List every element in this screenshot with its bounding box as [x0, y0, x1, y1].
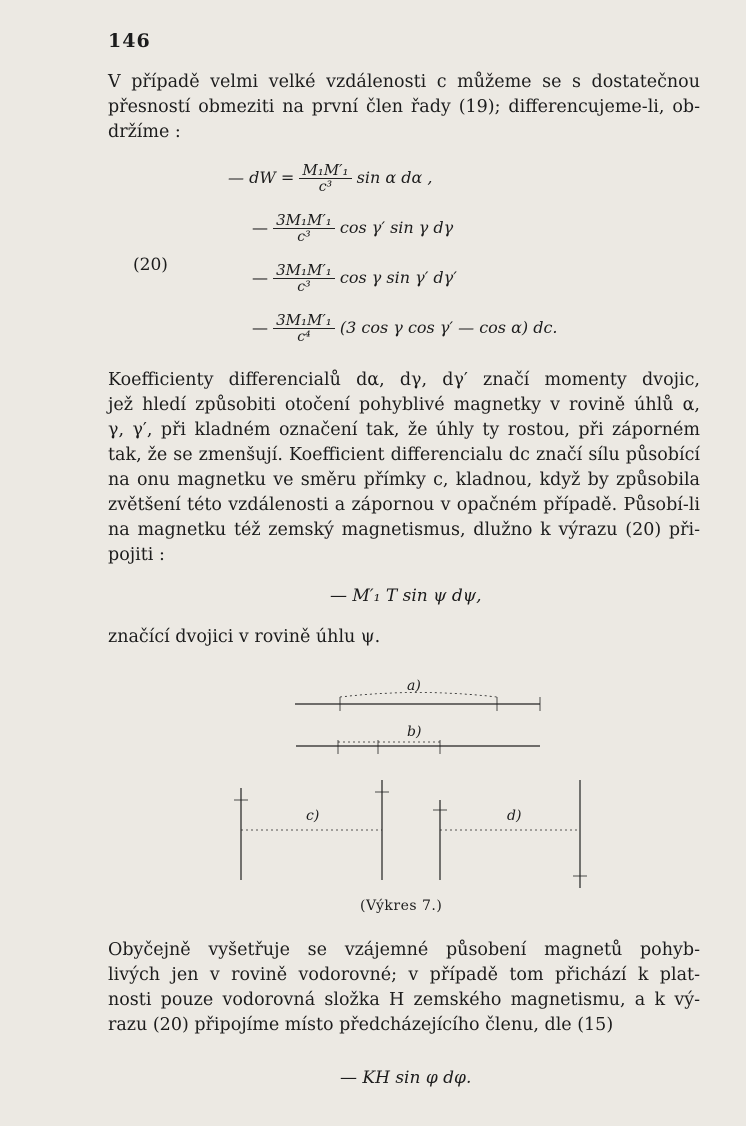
equation-rest: sin α dα , [356, 168, 433, 187]
text-line: nosti pouze vodorovná složka H zemského magnetismu, a k vý- [108, 990, 700, 1010]
fraction-denominator: c³ [297, 229, 311, 245]
text-line: pojiti : [108, 545, 165, 565]
equation-rest: cos γ sin γ′ dγ′ [339, 268, 457, 287]
fraction-denominator: c⁴ [297, 329, 311, 345]
equation-number: (20) [133, 255, 168, 275]
fraction-numerator: 3M₁M′₁ [273, 262, 335, 279]
figure-label-c: c) [306, 808, 320, 824]
text-line: livých jen v rovině vodorovné; v případě tom přichází k plat- [108, 965, 700, 985]
fraction-numerator: M₁M′₁ [299, 162, 351, 179]
text-line: razu (20) připojíme místo předcházejícího členu, dle (15) [108, 1015, 614, 1035]
fraction-denominator: c³ [297, 279, 311, 295]
text-line: držíme : [108, 122, 181, 142]
figure-label-b: b) [407, 724, 422, 740]
extra-term: — M′₁ T sin ψ dψ, [330, 586, 482, 606]
final-term: — KH sin φ dφ. [340, 1068, 472, 1088]
page-number: 146 [108, 30, 151, 52]
fraction-numerator: 3M₁M′₁ [273, 212, 335, 229]
equation-rest: (3 cos γ cos γ′ — cos α) dc. [339, 318, 558, 337]
fraction-numerator: 3M₁M′₁ [273, 312, 335, 329]
equation-prefix: — [252, 218, 268, 237]
figure-caption: (Výkres 7.) [360, 898, 443, 914]
fraction-denominator: c³ [318, 179, 333, 195]
equation-lead: — dW = [228, 168, 295, 187]
equation-prefix: — [252, 268, 268, 287]
equation-prefix: — [252, 318, 268, 337]
figure-label-d: d) [507, 808, 522, 824]
text-line: přesností obmeziti na první člen řady (19); differencujeme-li, ob- [108, 97, 700, 117]
text-line: V případě velmi velké vzdálenosti c můžeme se s dostatečnou [108, 72, 700, 92]
text-line: Koefficienty differencialů dα, dγ, dγ′ značí momenty dvojic, [108, 370, 700, 390]
text-line: zvětšení této vzdálenosti a zápornou v opačném případě. Působí-li [108, 495, 700, 515]
body-paragraph [108, 938, 700, 1038]
text-line: γ, γ′, při kladném označení tak, že úhly ty rostou, při záporném [108, 420, 700, 440]
text-line: na onu magnetku ve směru přímky c, kladnou, když by způsobila [108, 470, 700, 490]
figure-label-a: a) [407, 678, 421, 694]
text-line: značící dvojici v rovině úhlu ψ. [108, 627, 381, 647]
text-line: na magnetku též zemský magnetismus, dlužno k výrazu (20) při- [108, 520, 700, 540]
text-line: Obyčejně vyšetřuje se vzájemné působení magnetů pohyb- [108, 940, 700, 960]
text-line: tak, že se zmenšují. Koefficient differencialu dc značí sílu působící [108, 445, 700, 465]
equation-rest: cos γ′ sin γ dγ [339, 218, 454, 237]
text-line: jež hledí způsobiti otočení pohyblivé magnetky v rovině úhlů α, [108, 395, 700, 415]
